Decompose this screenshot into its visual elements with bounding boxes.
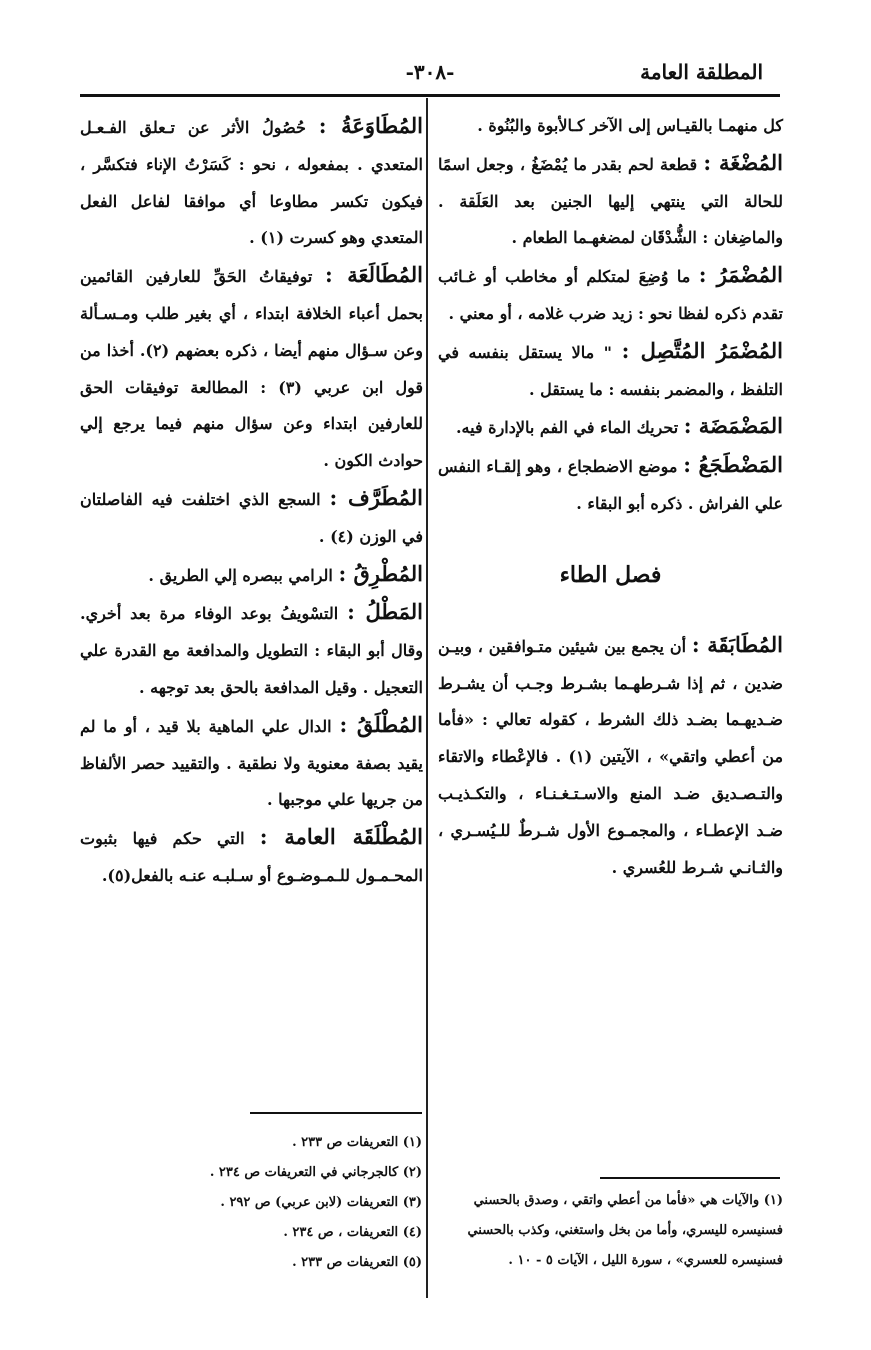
page-number: -٣٠٨- (405, 60, 455, 84)
headword: المَضْطَجَعُ : (683, 452, 783, 478)
headword: المَضْمَضَة : (683, 413, 783, 439)
footnote: (٢) كالجرجاني في التعريفات ص ٢٣٤ . (209, 1165, 422, 1180)
spacer (438, 523, 783, 551)
continuation-paragraph: كل منهمـا بالقيـاس إلى الآخر كـالأبوة والبُنُوة . (477, 116, 783, 135)
footnote: (٣) التعريفات (لابن عربي) ص ٢٩٢ . (220, 1195, 422, 1210)
running-title: المطلقة العامة (640, 60, 763, 84)
entry-madmada (438, 408, 783, 447)
definition: توفيقاتُ الحَقِّ للعارفين القائمين بحمل أعباء الخلافة ابتداء ، أي بغير طلب ومـسـألة وعن سـؤال منهم أيضا ، ذكره بعضهم (٢). أخذا من قول ابن عربي (٣) : المطالعة توفيقات الحق للعارفين ابتداء وعن سؤال منهم فيما يرجع إلي حوادث الكون . (80, 267, 424, 471)
entry-matl (80, 594, 423, 706)
entry-mutriq (80, 556, 423, 595)
footnote: (١) والآيات هي «فأما من أعطي واتقي ، وصدق بالحسني فسنيسره لليسري، وأما من بخل واستغني، وكذب بالحسني فسنيسره للعسري» ، سورة الليل ، الآيات ٥ - ١٠ . (467, 1193, 783, 1268)
entry-mutabaqa (438, 627, 783, 887)
footnotes-right (438, 1186, 783, 1276)
headword: المُضْمَرُ المُتَّصِل : (621, 337, 783, 363)
right-column (438, 108, 783, 886)
entry-mudgha (438, 145, 783, 257)
definition: موضع الاضطجاع ، وهو إلقـاء النفس علي الفراش . ذكره أبو البقاء . (438, 457, 783, 513)
definition: السجع الذي اختلفت فيه الفاصلتان في الوزن (٤) . (80, 489, 423, 546)
entry-mudmar-muttasil (438, 333, 783, 409)
definition: التي حكم فيها بثبوت المحـمـول للـمـوضـوع أو سـلبـه عنـه بالفعل(٥). (80, 829, 423, 885)
spacer (438, 599, 783, 627)
headword: المُضْمَرُ : (698, 262, 784, 288)
headword: المُطَرَّف : (329, 484, 423, 510)
definition: ما وُضِعَ لمتكلم أو مخاطب أو غـائب تقدم ذكره لفظا نحو : زيد ضرب غلامه ، أو معني . (438, 267, 783, 323)
headword: المُطْرِقُ : (338, 560, 423, 586)
entry-mutawaa (80, 108, 423, 257)
footnotes-left (150, 1128, 422, 1278)
definition: تحريك الماء في الفم بالإدارة فيه. (455, 418, 679, 438)
header-rule (80, 94, 780, 97)
footnote: (١) التعريفات ص ٢٣٣ . (292, 1135, 422, 1150)
entry-mutarraf (80, 480, 423, 556)
entry-madtaja (438, 447, 783, 523)
entry-mutalaa (80, 257, 423, 480)
headword: المُطَاوَعَةُ : (318, 113, 423, 138)
definition: قطعة لحم بقدر ما يُمْضَغُ ، وجعل اسمًا للحالة التي ينتهي إليها الجنين بعد العَلَقة . والماضِغان : الشُّدْقَان لمضغهـما الطعام . (438, 154, 783, 248)
footnote-rule-left (250, 1112, 422, 1114)
headword: المُطْلَقَة العامة : (259, 824, 423, 850)
footnote: (٥) التعريفات ص ٢٣٣ . (292, 1255, 422, 1270)
column-divider (426, 98, 428, 1298)
section-title: فصل الطاء (559, 561, 662, 588)
entry-mutlaq (80, 707, 423, 819)
headword: المُطَالَعَة : (325, 262, 423, 288)
footnote: (٤) التعريفات ، ص ٢٣٤ . (283, 1225, 422, 1240)
headword: المُطْلَقُ : (339, 711, 423, 737)
definition: أن يجمع بين شيئين متـوافقين ، وبيـن ضدين ، ثم إذا شـرطهـما بشـرط وجـب أن يشـرط ضـديهـما بضـد ذلك الشرط ، كقوله تعالي : «فأما من أعطي واتقي» ، الآيتين (١) . فالإعْطاء والاتقاء والتـصـديق ضـد المنع والاسـتـغـنـاء ، والتكـذيـب ضـد الإعطـاء ، والمجمـوع الأول شـرطٌ للـيُسـري ، والثـانـي شـرط للعُسري . (438, 636, 784, 877)
entry-mudmar (438, 257, 783, 333)
footnote-rule-right (600, 1177, 780, 1179)
headword: المَطْلُ : (347, 599, 423, 625)
entry-mutlaqa-amma (80, 819, 423, 895)
headword: المُضْغَة : (703, 149, 783, 175)
definition: حُصُولُ الأثر عن تـعلق الفـعـل المتعدي . بمفعوله ، نحو : كَسَرْتُ الإناء فتكسَّر ، فيكون تكسر مطاوعا أي موافقا لفاعل الفعل المتعدي وهو كسرت (١) . (80, 118, 423, 248)
headword: المُطَابَقَة : (691, 631, 784, 657)
definition: " مالا يستقل بنفسه في التلفظ ، والمضمر بنفسه : ما يستقل . (438, 342, 783, 399)
definition: الرامي ببصره إلي الطريق . (148, 565, 333, 585)
definition: الدال علي الماهية بلا قيد ، أو ما لم يقيد بصفة معنوية ولا نطقية . والتقييد حصر الألفاظ من جريها علي موجبها . (80, 716, 423, 810)
definition: التسْويفُ بوعد الوفاء مرة بعد أخري. وقال أبو البقاء : التطويل والمدافعة مع القدرة علي التعجيل . وقيل المدافعة بالحق بعد توجهه . (80, 604, 423, 697)
left-column (80, 108, 423, 895)
